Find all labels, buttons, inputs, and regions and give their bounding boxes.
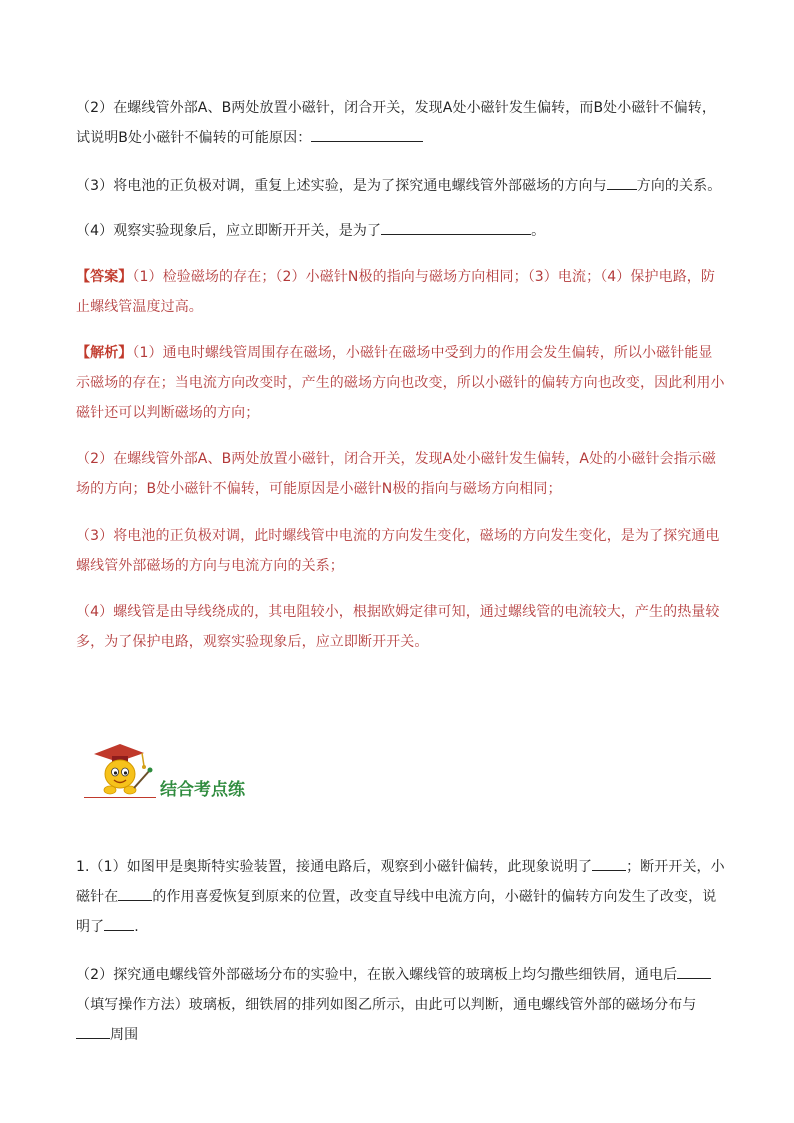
answer-tag: 【答案】 xyxy=(76,269,133,285)
analysis-paragraph-2 xyxy=(76,444,726,504)
question-4-text-end: 。 xyxy=(531,223,546,239)
answer-blank xyxy=(76,1024,110,1039)
answer-text: （1）检验磁场的存在；（2）小磁针N极的指向与磁场方向相同；（3）电流；（4）保护电路，防止螺线管温度过高。 xyxy=(76,269,716,315)
answer-blank xyxy=(677,964,711,979)
answer-blank xyxy=(592,856,626,871)
question-4 xyxy=(76,216,726,246)
analysis-text-1: （1）通电时螺线管周围存在磁场，小磁针在磁场中受到力的作用会发生偏转，所以小磁针能显示磁场的存在；当电流方向改变时，产生的磁场方向也改变，所以小磁针的偏转方向也改变，因此利用小磁针还可以判断磁场的方向； xyxy=(76,345,725,421)
section-underline xyxy=(84,797,156,798)
analysis-paragraph-4 xyxy=(76,597,726,657)
analysis-tag: 【解析】 xyxy=(76,345,133,361)
exercise-text: ；断开开关，小磁针在 xyxy=(76,859,725,905)
question-2 xyxy=(76,93,726,153)
exercise-text: （2）探究通电螺线管外部磁场分布的实验中，在嵌入螺线管的玻璃板上均匀撒些细铁屑，通电后 xyxy=(76,967,678,983)
exercise-text: 1.（1）如图甲是奥斯特实验装置，接通电路后，观察到小磁针偏转，此现象说明了 xyxy=(76,859,593,875)
question-3 xyxy=(76,171,726,201)
exercise-1-part-2 xyxy=(76,960,726,1050)
exercise-text: . xyxy=(134,919,139,935)
answer-blank xyxy=(311,127,423,142)
analysis-paragraph-1 xyxy=(76,338,726,428)
section-title: 结合考点练 xyxy=(160,780,245,800)
exercise-text: 周围 xyxy=(110,1027,139,1043)
question-2-text: （2）在螺线管外部A、B两处放置小磁针，闭合开关，发现A处小磁针发生偏转，而B处小磁针不偏转，试说明B处小磁针不偏转的可能原因： xyxy=(76,100,716,146)
question-3-text-end: 方向的关系。 xyxy=(636,178,722,194)
exercise-text: 的作用喜爱恢复到原来的位置，改变直导线中电流方向，小磁针的偏转方向发生了改变，说明了 xyxy=(76,889,717,935)
analysis-text-4: （4）螺线管是由导线绕成的，其电阻较小，根据欧姆定律可知，通过螺线管的电流较大，产生的热量较多，为了保护电路，观察实验现象后，应立即断开开关。 xyxy=(76,604,720,650)
analysis-text-2: （2）在螺线管外部A、B两处放置小磁针，闭合开关，发现A处小磁针发生偏转，A处的小磁针会指示磁场的方向；B处小磁针不偏转，可能原因是小磁针N极的指向与磁场方向相同； xyxy=(76,451,716,497)
graduate-mascot-icon xyxy=(84,740,156,798)
answer-blank xyxy=(104,916,134,931)
answer-blank xyxy=(607,175,637,190)
section-header xyxy=(84,740,344,800)
analysis-text-3: （3）将电池的正负极对调，此时螺线管中电流的方向发生变化，磁场的方向发生变化，是为了探究通电螺线管外部磁场的方向与电流方向的关系； xyxy=(76,528,720,574)
question-3-text: （3）将电池的正负极对调，重复上述实验，是为了探究通电螺线管外部磁场的方向与 xyxy=(76,178,607,194)
exercise-1-part-1 xyxy=(76,852,726,942)
question-4-text: （4）观察实验现象后，应立即断开开关，是为了 xyxy=(76,223,382,239)
answer-block xyxy=(76,262,726,322)
answer-blank xyxy=(381,220,531,235)
answer-blank xyxy=(118,886,152,901)
analysis-paragraph-3 xyxy=(76,521,726,581)
exercise-text: （填写操作方法）玻璃板，细铁屑的排列如图乙所示，由此可以判断，通电螺线管外部的磁场分布与 xyxy=(76,997,697,1013)
